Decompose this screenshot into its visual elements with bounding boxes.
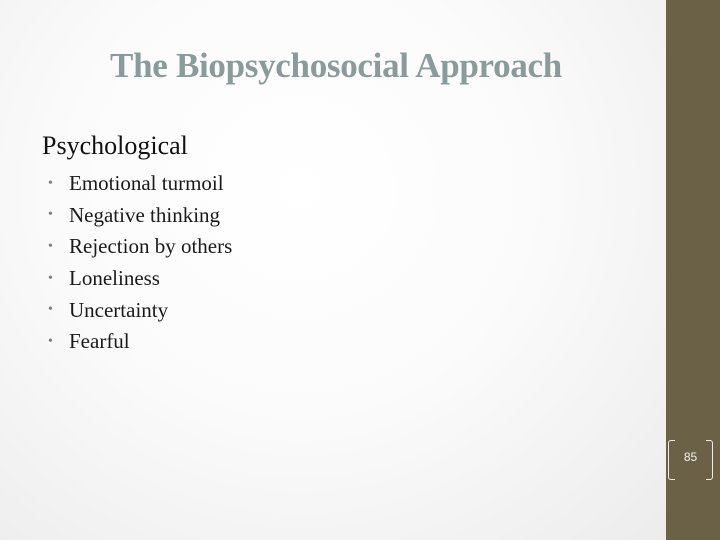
bullet-icon: • — [48, 302, 53, 318]
bullet-text: Loneliness — [69, 266, 160, 291]
page-number: 85 — [683, 450, 698, 464]
bullet-icon: • — [48, 238, 53, 254]
bullet-text: Uncertainty — [69, 297, 169, 322]
bullet-list — [48, 168, 232, 358]
bullet-icon: • — [48, 207, 53, 223]
bullet-icon: • — [48, 333, 53, 349]
list-item — [48, 231, 232, 263]
list-item — [48, 200, 232, 232]
bullet-text: Rejection by others — [69, 234, 233, 259]
list-item — [48, 263, 232, 295]
section-heading: Psychological — [42, 131, 188, 160]
bullet-icon: • — [48, 175, 53, 191]
bullet-text: Emotional turmoil — [69, 171, 224, 196]
slide-title: The Biopsychosocial Approach — [110, 46, 562, 85]
bullet-text: Negative thinking — [69, 202, 221, 227]
right-bracket-icon — [706, 440, 713, 480]
bullet-icon: • — [48, 270, 53, 286]
page-number-badge — [668, 440, 713, 480]
list-item — [48, 294, 232, 326]
list-item — [48, 326, 232, 358]
list-item — [48, 168, 232, 200]
bullet-text: Fearful — [69, 329, 130, 354]
